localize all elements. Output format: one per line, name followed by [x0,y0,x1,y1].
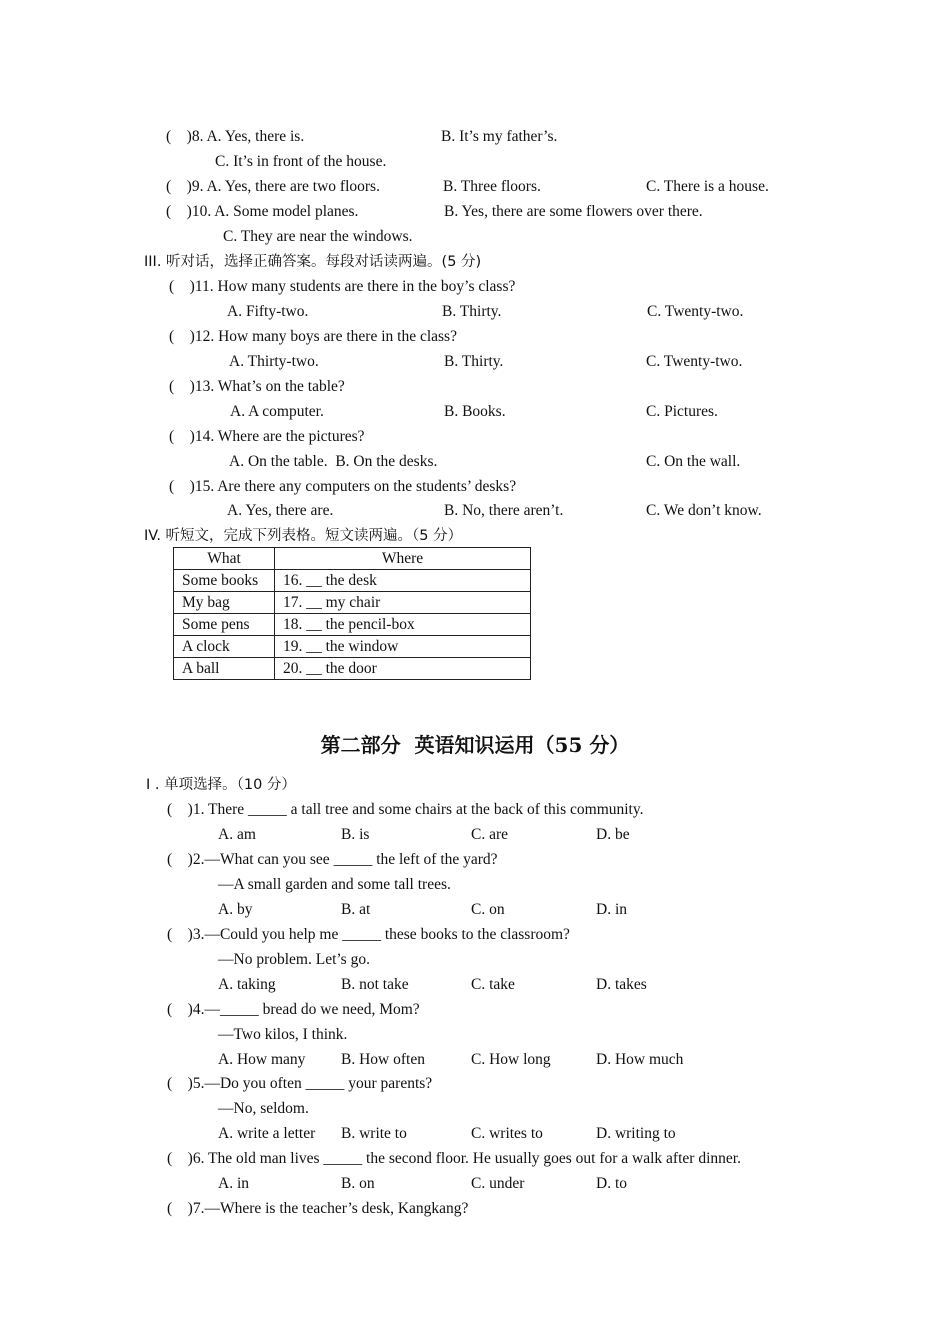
table-cell-what: Some books [174,570,275,592]
question-14: ( )14. Where are the pictures? [169,428,365,445]
question-15-option-b: B. No, there aren’t. [444,502,564,519]
table-row [174,658,531,680]
question-12-option-b: B. Thirty. [444,353,504,370]
question-15-option-a: A. Yes, there are. [227,502,334,519]
question-13-option-a: A. A computer. [230,403,324,420]
question-13: ( )13. What’s on the table? [169,378,345,395]
mc-question-2-reply: —A small garden and some tall trees. [218,876,451,893]
table-cell-what: A ball [174,658,275,680]
mc-question-1-option-a: A. am [218,826,256,843]
table-row [174,636,531,658]
question-10-option-c: C. They are near the windows. [223,228,413,245]
mc-question-3-option-c: C. take [471,976,515,993]
question-15: ( )15. Are there any computers on the students’ desks? [169,478,517,495]
table-header-row [174,548,531,570]
mc-question-3-option-b: B. not take [341,976,409,993]
mc-question-3: ( )3.—Could you help me _____ these books to the classroom? [167,926,570,943]
part-2-section-1-heading: I . 单项选择。（10 分） [146,777,296,793]
table-row [174,592,531,614]
what-where-table [173,547,531,680]
mc-question-2-option-b: B. at [341,901,371,918]
mc-question-4-option-a: A. How many [218,1051,306,1068]
section-4-heading: IV. 听短文，完成下列表格。短文读两遍。（5 分） [144,528,463,544]
mc-question-4-option-c: C. How long [471,1051,551,1068]
mc-question-5-option-b: B. write to [341,1125,407,1142]
question-13-option-c: C. Pictures. [646,403,718,420]
mc-question-4-reply: —Two kilos, I think. [218,1026,348,1043]
mc-question-7: ( )7.—Where is the teacher’s desk, Kangkang? [167,1200,469,1217]
mc-question-5-reply: —No, seldom. [218,1100,309,1117]
table-row [174,570,531,592]
mc-question-1-option-c: C. are [471,826,509,843]
mc-question-6-option-b: B. on [341,1175,375,1192]
question-14-option-c: C. On the wall. [646,453,741,470]
mc-question-2: ( )2.—What can you see _____ the left of the yard? [167,851,498,868]
table-cell-what: A clock [174,636,275,658]
question-14-options-ab: A. On the table. B. On the desks. [229,453,438,470]
table-cell-where: 16. __ the desk [275,570,531,592]
mc-question-4-option-b: B. How often [341,1051,425,1068]
question-13-option-b: B. Books. [444,403,506,420]
question-10: ( )10. A. Some model planes. [166,203,359,220]
mc-question-5-option-d: D. writing to [596,1125,676,1142]
question-11-option-a: A. Fifty-two. [227,303,309,320]
table-cell-where: 17. __ my chair [275,592,531,614]
question-10-option-b: B. Yes, there are some flowers over there. [444,203,703,220]
question-8-option-c: C. It’s in front of the house. [215,153,387,170]
mc-question-5-option-c: C. writes to [471,1125,543,1142]
mc-question-4: ( )4.—_____ bread do we need, Mom? [167,1001,420,1018]
mc-question-2-option-a: A. by [218,901,253,918]
question-12: ( )12. How many boys are there in the class? [169,328,457,345]
table-cell-where: 20. __ the door [275,658,531,680]
table-header-what: What [174,548,275,570]
table-cell-what: My bag [174,592,275,614]
mc-question-3-option-a: A. taking [218,976,276,993]
part-2-title: 第二部分 英语知识运用（55 分） [320,733,630,757]
table-cell-where: 19. __ the window [275,636,531,658]
question-8: ( )8. A. Yes, there is. [166,128,305,145]
question-9: ( )9. A. Yes, there are two floors. [166,178,380,195]
mc-question-1: ( )1. There _____ a tall tree and some chairs at the back of this community. [167,801,644,818]
mc-question-6-option-c: C. under [471,1175,525,1192]
mc-question-5: ( )5.—Do you often _____ your parents? [167,1075,433,1092]
table-row [174,614,531,636]
mc-question-3-reply: —No problem. Let’s go. [218,951,370,968]
table-header-where: Where [275,548,531,570]
mc-question-2-option-c: C. on [471,901,505,918]
mc-question-2-option-d: D. in [596,901,627,918]
mc-question-5-option-a: A. write a letter [218,1125,316,1142]
mc-question-6: ( )6. The old man lives _____ the second floor. He usually goes out for a walk after dinner. [167,1150,741,1167]
question-11: ( )11. How many students are there in the boy’s class? [169,278,516,295]
question-9-option-c: C. There is a house. [646,178,769,195]
section-3-heading: III. 听对话，选择正确答案。每段对话读两遍。(5 分) [144,254,482,270]
question-9-option-b: B. Three floors. [443,178,541,195]
question-15-option-c: C. We don’t know. [646,502,762,519]
mc-question-1-option-d: D. be [596,826,630,843]
question-11-option-c: C. Twenty-two. [647,303,744,320]
question-12-option-a: A. Thirty-two. [229,353,319,370]
mc-question-3-option-d: D. takes [596,976,647,993]
question-12-option-c: C. Twenty-two. [646,353,743,370]
question-8-option-b: B. It’s my father’s. [441,128,558,145]
question-11-option-b: B. Thirty. [442,303,502,320]
table-cell-where: 18. __ the pencil-box [275,614,531,636]
mc-question-4-option-d: D. How much [596,1051,684,1068]
mc-question-1-option-b: B. is [341,826,370,843]
mc-question-6-option-d: D. to [596,1175,627,1192]
mc-question-6-option-a: A. in [218,1175,249,1192]
table-cell-what: Some pens [174,614,275,636]
